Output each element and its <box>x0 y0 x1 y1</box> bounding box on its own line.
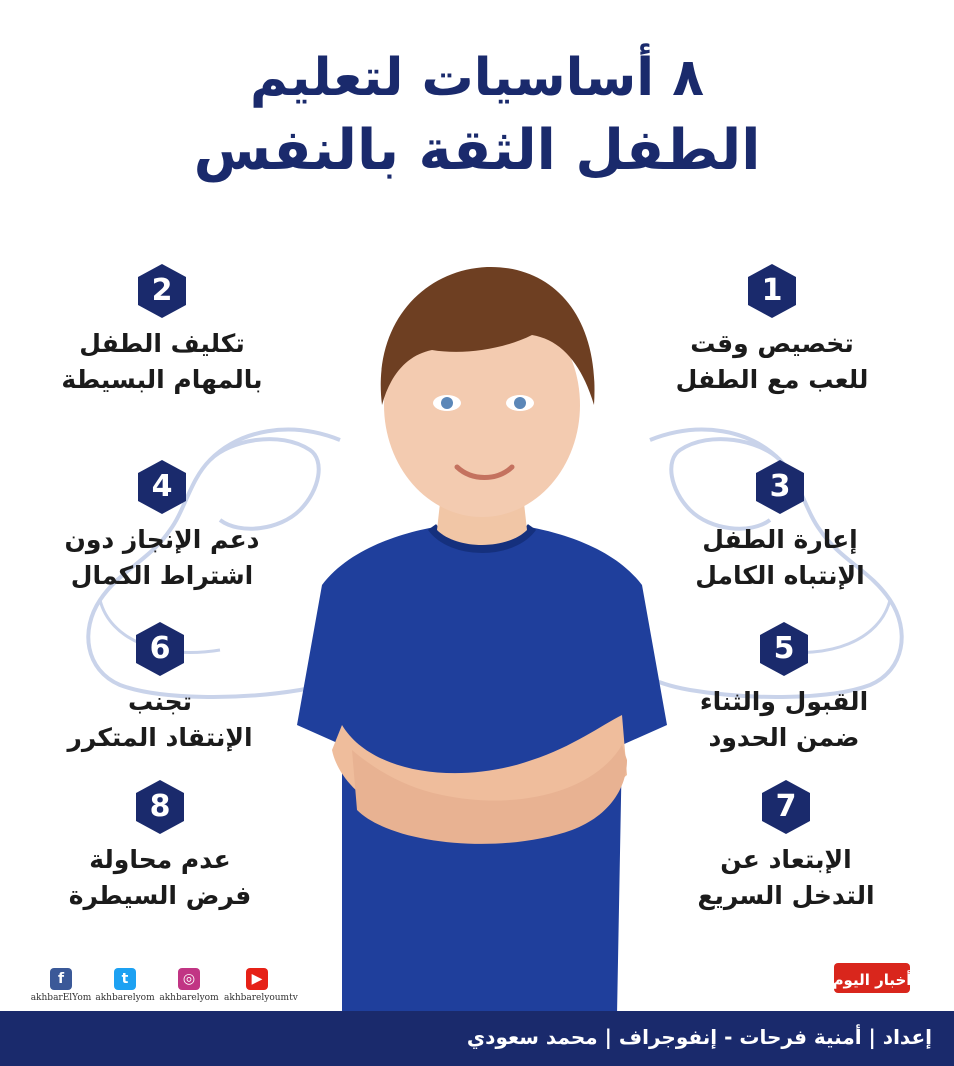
social-twitter[interactable] <box>92 968 158 1003</box>
tip-text-line-2: للعب مع الطفل <box>675 365 869 394</box>
hexagon-badge-icon <box>134 778 186 836</box>
instagram-icon: ◎ <box>178 968 200 990</box>
tip-text-line-2: فرض السيطرة <box>68 881 252 910</box>
tip-8 <box>10 778 310 914</box>
svg-text:أخبار اليوم: أخبار اليوم <box>832 971 912 989</box>
tip-text-line-2: الإنتقاد المتكرر <box>67 723 253 752</box>
footer-credit: إعداد | أمنية فرحات - إنفوجراف | محمد سعودي <box>466 1025 932 1049</box>
tip-text-line-2: بالمهام البسيطة <box>61 365 263 394</box>
tip-text-line-2: الإنتباه الكامل <box>695 561 865 590</box>
hexagon-badge-icon <box>746 262 798 320</box>
tip-text-line-1: إعارة الطفل <box>702 525 858 554</box>
tip-4 <box>12 458 312 594</box>
social-label: akhbarelyom <box>95 993 155 1003</box>
tip-6 <box>10 620 310 756</box>
tip-number: 3 <box>769 469 791 504</box>
social-label: akhbarElYom <box>30 993 92 1003</box>
tip-number: 4 <box>151 469 173 504</box>
tip-number: 7 <box>775 789 797 824</box>
tip-number: 2 <box>151 273 173 308</box>
tip-3 <box>630 458 930 594</box>
facebook-icon: f <box>50 968 72 990</box>
tip-text-line-1: دعم الإنجاز دون <box>64 525 260 554</box>
tip-1 <box>622 262 922 398</box>
tip-7 <box>636 778 936 914</box>
social-links <box>28 968 298 1010</box>
tip-2 <box>12 262 312 398</box>
social-instagram[interactable] <box>156 968 222 1003</box>
hexagon-badge-icon <box>136 262 188 320</box>
social-facebook[interactable] <box>28 968 94 1003</box>
hexagon-badge-icon <box>754 458 806 516</box>
tip-text-line-1: تكليف الطفل <box>79 329 245 358</box>
tip-text-line-1: تجنب <box>127 687 193 716</box>
tip-text-line-2: اشتراط الكمال <box>70 561 254 590</box>
hexagon-badge-icon <box>134 620 186 678</box>
tip-text-line-2: ضمن الحدود <box>708 723 860 752</box>
tip-text-line-1: الإبتعاد عن <box>720 845 852 874</box>
hexagon-badge-icon <box>758 620 810 678</box>
social-label: akhbarelyoumtv <box>224 993 298 1003</box>
hexagon-badge-icon <box>136 458 188 516</box>
tip-text-line-2: التدخل السريع <box>697 881 875 910</box>
social-youtube[interactable] <box>224 968 298 1003</box>
tip-number: 6 <box>149 631 171 666</box>
footer-bar <box>0 1011 954 1066</box>
tip-number: 5 <box>773 631 795 666</box>
hexagon-badge-icon <box>760 778 812 836</box>
tip-text-line-1: تخصيص وقت <box>690 329 854 358</box>
youtube-icon: ▶ <box>246 968 268 990</box>
tip-number: 8 <box>149 789 171 824</box>
tip-text-line-1: القبول والثناء <box>699 687 869 716</box>
twitter-icon: t <box>114 968 136 990</box>
title-line-1: ٨ أساسيات لتعليم <box>250 48 704 108</box>
tip-5 <box>634 620 934 756</box>
tip-number: 1 <box>761 273 783 308</box>
tip-text-line-1: عدم محاولة <box>89 845 231 874</box>
title-line-2: الطفل الثقة بالنفس <box>193 118 761 183</box>
social-label: akhbarelyom <box>159 993 219 1003</box>
akhbar-elyom-logo-icon <box>832 955 912 1005</box>
